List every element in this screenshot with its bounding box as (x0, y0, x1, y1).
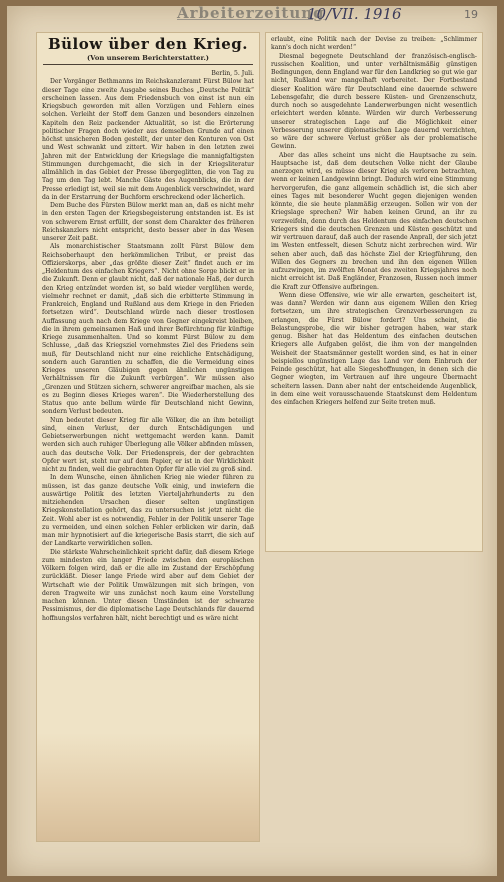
paragraph: Die stärkste Wahrscheinlichkeit spricht dafür, daß diesem Kriege zum mindesten ein langer Friede zwischen den europäischen Völkern folgen wird, daß er die alle im Zustand der Erschöpfung zurückläßt. Dieser lange Friede wird aber auf dem Gebiet der Wirtschaft wie der Politik Umwälzungen mit sich bringen, von deren Tragweite wir uns zunächst noch kaum eine Vorstellung machen können. Unter diesen Umständen ist der schwarze Pessimismus, der die diplomatische Lage Deutschlands für dauernd hoffnungslos verfahren hält, nicht berechtigt und es wäre nicht (42, 548, 254, 622)
paragraph: Nun bedeutet dieser Krieg für alle Völker, die an ihm beteiligt sind, einen Verlust, der durch Entschädigungen und Gebietserwerbungen nicht wettgemacht werden kann. Damit werden sich auch ruhiger Überlegung alle Völker abfinden müssen, auch das deutsche Volk. Der Friedenspreis, der der gebrachten Opfer wert ist, steht nur auf dem Papier, er ist in der Wirklichkeit nicht zu finden, weil die gebrachten Opfer für alle viel zu groß sind. (42, 416, 254, 473)
left-column-text (37, 65, 259, 623)
paragraph: Als monarchistischer Staatsmann zollt Fürst Bülow dem Reichsoberhaupt den herkömmlichen Tribut, er preist das Offizierskorps, aber „das größte dieser Zeit“ findet auch er im „Heldentum des einfachen Kriegers“. Nicht ohne Sorge blickt er in die Zukunft. Denn er glaubt nicht, daß der nationale Haß, der durch den Krieg entzündet worden ist, so bald wieder verglühen werde, vielmehr rechnet er damit, „daß sich die erbitterte Stimmung in Frankreich, England und Rußland aus dem Kriege in den Frieden fortsetzen wird“. Deutschland würde nach dieser trostlosen Auffassung auch nach dem Kriege von Gegner eingekreist bleiben, die in ihrem gemeinsamen Haß und ihrer Befürchtung für künftige Kriege zusammenhalten. Und so kommt Fürst Bülow zu dem Schlusse, „daß das Kriegsziel vornehmstes Ziel des Friedens sein muß, für Deutschland nicht nur eine reichliche Entschädigung, sondern auch Garantien zu schaffen, die die Vermeidung eines Krieges unseren Gläubigen gegen ähnlichen ungünstigen Verhältnissen für die Zukunft verbürgen“. Wir müssen also „Grenzen und Stützen sichern, schwerer angreifbar machen, als sie es zu Beginn dieses Krieges waren“. Die Wiederherstellung des Status quo ante bellum würde für Deutschland nicht Gewinn, sondern Verlust bedeuten. (42, 243, 254, 416)
newspaper-name: Arbeiterzeitung (177, 4, 325, 22)
clipping-right-column (265, 32, 483, 552)
archive-number: 19 (464, 8, 478, 21)
paragraph: Aber das alles scheint uns nicht die Hauptsache zu sein. Hauptsache ist, daß dem deutschen Volke nicht der Glaube anerzogen wird, es müsse dieser Krieg als verloren betrachten, wenn er keinen Landgewinn bringt. Dadurch wird eine Stimmung hervorgerufen, die ganz allgemein schädlich ist, die sich aber eines Tages mit besonderer Wucht gegen diejenigen wenden könnte, die sie heute planmäßig erzeugen. Sollen wir von der Kriegslage sprechen? Wir haben keinen Grund, an ihr zu verzweifeln, denn durch das Heldentum des einfachen deutschen Kriegers sind die deutschen Grenzen und Küsten geschützt und wir vertrauen darauf, daß auch der rasende Anprall, der sich jetzt im Westen entfesselt, diesen Schutz nicht zerbrechen wird. Wir sehen aber auch, daß das höchste Ziel der Kriegführung, den Willen des Gegners zu brechen und ihn den eigenen Willen aufzuzwingen, im zwölften Monat des zweiten Kriegsjahres noch nicht erreicht ist. Daß Engländer, Franzosen, Russen noch immer die Kraft zur Offensive aufbringen. (271, 151, 477, 291)
paragraph: Wenn diese Offensive, wie wir alle erwarten, gescheitert ist, was dann? Werden wir dann aus eigenem Willen den Krieg fortsetzen, um ihre strategischen Grenzverbesserungen zu erlangen, die Fürst Bülow fordert? Uns scheint, die Belastungsprobe, die wir bisher getragen haben, war stark genug. Bisher hat das Heldentum des einfachen deutschen Kriegers alle Aufgaben gelöst, die ihm von der mangelnden Weisheit der Staatsmänner gestellt worden sind, es hat in einer beispiellos ungünstigen Lage das Land vor dem Einbruch der Feinde geschützt, hat alle Siegeshoffnungen, in denen sich die Gegner wiegten, im Vertrauen auf ihre ungeure Übermacht scheitern lassen. Dann aber naht der entscheidende Augenblick, in dem eine weit vorausschauende Staatskunst dem Heldentum des einfachen Kriegers helfend zur Seite treten muß. (271, 291, 477, 406)
archive-sheet (7, 6, 497, 876)
paragraph: Der Vorgänger Bethmanns im Reichskanzleramt Fürst Bülow hat dieser Tage eine zweite Ausgabe seines Buches „Deutsche Politik“ erscheinen lassen. Aus dem Friedensbuch von einst ist nun ein Kriegsbuch geworden mit allen Vorzügen und Fehlern eines solchen. Verleiht der Stoff dem Ganzen und besonders einzelnen Kapiteln den Reiz packender Aktualität, so ist die Erörterung politischer Fragen doch wieder aus demselben Grunde auf einen höchst unsicheren Boden gestellt, der unter den Konturen von Ost und West schwankt und zittert. Wir haben in den letzten zwei Jahren mit der Entwicklung der Kriegslage die mannigfaltigsten Stimmungen durchgemacht, die sich in der Kriegsliteratur allmählich in das Gebiet der Presse übergeglitten, die von Tag zu Tag um den Tag lebt. Manche Gäste des Augenblicks, die in der Presse erledigt ist, weil sie mit dem Augenblick verschwindet, ward da in der Erstarrung der Buchform erschreckend oder lächerlich. (42, 78, 254, 201)
dateline: Berlin, 5. Juli. (211, 70, 254, 77)
paragraph: Dem Buche des Fürsten Bülow merkt man an, daß es nicht mehr in den ersten Tagen der Kriegsbegeisterung entstanden ist. Es ist von schwerem Ernst erfüllt, der sonst dem Charakter des früheren Reichskanzlers nicht entspricht, desto besser aber in das Wesen unserer Zeit paßt. (42, 202, 254, 242)
article-subtitle: (Von unserem Berichterstatter.) (86, 54, 210, 62)
right-column-text (266, 33, 482, 407)
paragraph: erlaubt, eine Politik nach der Devise zu treiben: „Schlimmer kann's doch nicht werden!“ (271, 36, 477, 52)
article-title: Bülow über den Krieg. (47, 35, 249, 53)
handwritten-date: 10/VII. 1916 (307, 5, 402, 23)
sheet-header (7, 6, 497, 34)
clipping-left-column (36, 32, 260, 842)
paragraph: Diesmal begegnete Deutschland der französisch-englisch-russischen Koalition, und unter verhältnismäßig günstigen Bedingungen, denn England war für den Landkrieg so gut wie gar nicht, Rußland war mangelhaft vorbereitet. Der Fortbestand dieser Koalition wäre für Deutschland eine dauernde schwere Lebensgefahr, die durch bessere Küsten- und Grenzenschutz, durch noch so ausgedehnte Landerwerbungen nicht wesentlich erleichtert werden könnte. Würden wir durch Verbesserung unserer strategischen Lage auf die Möglichkeit einer Verbesserung unserer diplomatischen Lage dauernd verzichten, so wäre der schwere Verlust größer als der problematische Gewinn. (271, 52, 477, 151)
paragraph: In dem Wunsche, einen ähnlichen Krieg nie wieder führen zu müssen, ist das ganze deutsche Volk einig, und inwiefern die auswärtige Politik des letzten Vierteljahrhunderts zu den mitziehenden Ursachen dieser selten ungünstigen Kriegskonstellation gehört, das zu untersuchen ist jetzt nicht die Zeit. Wohl aber ist es notwendig, Fehler in der Politik unserer Tage zu vermeiden, und einen solchen Fehler erblicken wir darin, daß man mir hypnotisiert auf die kriegerische Basis starrt, die sich auf der Landkarte verwirklichen sollen. (42, 474, 254, 548)
paper-stain (37, 733, 259, 841)
